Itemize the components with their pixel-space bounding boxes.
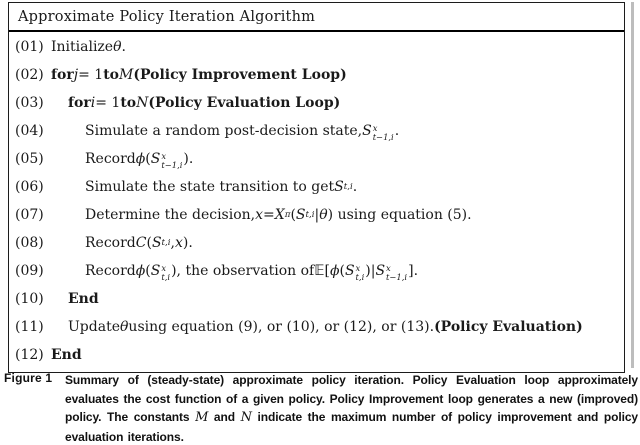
line-number: (05): [15, 151, 44, 167]
text-run: End: [51, 347, 82, 363]
line-content: [51, 39, 126, 55]
text-run: .: [121, 39, 126, 55]
text-run: Record: [85, 235, 136, 251]
algorithm-line: [9, 117, 624, 145]
superscript: x: [355, 263, 361, 274]
text-run: and: [208, 410, 241, 424]
line-content: [51, 122, 399, 140]
text-run: Initialize: [51, 39, 114, 55]
superscript: x: [161, 263, 167, 274]
figure-caption-label: Figure 1: [4, 371, 53, 385]
line-number: (04): [15, 123, 44, 139]
line-content: [51, 262, 418, 280]
text-run: θ: [113, 39, 122, 55]
line-number: (06): [15, 179, 44, 195]
text-run: Summary of (steady-state) approximate policy iteration. Policy Evaluation loop approximately evaluates the cost function of a given policy. Policy Improvement loop generates a new (improved) policy. The constants: [65, 373, 638, 424]
algorithm-header: [9, 3, 624, 32]
line-content: [51, 95, 340, 111]
text-run: x: [175, 235, 183, 251]
text-run: 𝔼: [314, 263, 325, 279]
text-run: ϕ: [135, 263, 146, 279]
text-run: M: [195, 410, 209, 425]
algorithm-body: [9, 32, 624, 372]
text-run: .: [352, 179, 358, 195]
figure-caption: [4, 371, 638, 445]
text-run: (Policy Evaluation): [434, 319, 583, 335]
text-run: |: [314, 207, 320, 223]
text-run: )|: [365, 263, 376, 279]
text-run: .: [394, 123, 400, 139]
line-number: (10): [15, 291, 44, 307]
text-run: S: [334, 179, 344, 195]
text-run: [373, 124, 394, 142]
text-run: Record: [85, 263, 136, 279]
text-run: S: [375, 263, 386, 279]
algorithm-line: [9, 285, 624, 313]
algorithm-line: [9, 33, 624, 61]
line-content: [51, 67, 347, 83]
line-number: (09): [15, 263, 44, 279]
text-run: ) using equation (5).: [327, 207, 472, 223]
text-run: S: [362, 123, 372, 139]
text-run: Determine the decision,: [85, 207, 256, 223]
line-number: (03): [15, 95, 44, 111]
line-number: (02): [15, 67, 44, 83]
text-run: x: [255, 207, 264, 223]
text-run: Update: [68, 319, 120, 335]
text-run: ).: [182, 235, 193, 251]
text-run: ,: [170, 235, 175, 251]
text-run: [: [324, 263, 330, 279]
algorithm-title: Approximate Policy Iteration Algorithm: [18, 8, 316, 25]
text-run: θ: [119, 319, 129, 335]
text-run: π: [284, 210, 291, 220]
text-run: (: [290, 207, 296, 223]
line-content: [51, 347, 82, 363]
text-run: (: [145, 263, 151, 279]
text-run: Simulate the state transition to get: [85, 179, 335, 195]
text-run: i: [90, 95, 96, 111]
text-run: ].: [408, 263, 419, 279]
text-run: for: [68, 95, 91, 111]
text-run: t,i: [161, 238, 171, 248]
subscript: t,i: [355, 272, 365, 282]
line-content: [51, 179, 357, 195]
subscript: t−1,i: [161, 160, 183, 170]
text-run: to: [120, 95, 137, 111]
algorithm-line: [9, 201, 624, 229]
algorithm-line: [9, 61, 624, 89]
text-run: θ: [319, 207, 328, 223]
text-run: (Policy Improvement Loop): [133, 67, 347, 83]
line-number: (08): [15, 235, 44, 251]
text-run: ).: [183, 151, 194, 167]
text-run: X: [274, 207, 285, 223]
text-run: [161, 264, 170, 282]
text-run: End: [68, 291, 99, 307]
text-run: C: [135, 235, 147, 251]
algorithm-line: [9, 173, 624, 201]
text-run: using equation (9), or (10), or (12), or (13).: [128, 319, 435, 335]
text-run: = 1: [78, 67, 104, 83]
text-run: S: [295, 207, 306, 223]
text-run: S: [344, 263, 355, 279]
algorithm-line: [9, 145, 624, 173]
line-number: (01): [15, 39, 44, 55]
text-run: [161, 152, 182, 170]
line-content: [51, 291, 99, 307]
text-run: ϕ: [329, 263, 340, 279]
text-run: [386, 264, 407, 282]
scan-edge-line: [631, 2, 634, 368]
text-run: Record: [85, 151, 136, 167]
superscript: x: [372, 123, 378, 134]
line-content: [51, 235, 193, 251]
text-run: S: [150, 263, 161, 279]
text-run: (: [146, 235, 152, 251]
subscript: t,i: [161, 272, 171, 282]
text-run: j: [73, 67, 79, 83]
text-run: Simulate a random post-decision state,: [85, 123, 363, 139]
text-run: indicate the maximum number of policy improvement and policy evaluation iterations.: [65, 410, 638, 444]
text-run: to: [103, 67, 119, 83]
algorithm-line: [9, 89, 624, 117]
figure-caption-text: [65, 371, 638, 445]
text-run: t,i: [343, 182, 353, 192]
text-run: = 1: [95, 95, 121, 111]
line-number: (07): [15, 207, 44, 223]
line-content: [51, 207, 472, 223]
text-run: S: [151, 235, 162, 251]
text-run: ϕ: [135, 151, 146, 167]
text-run: ), the observation of: [171, 263, 315, 279]
superscript: x: [386, 263, 391, 274]
subscript: t−1,i: [372, 132, 394, 142]
text-run: S: [150, 151, 161, 167]
text-run: (: [339, 263, 345, 279]
algorithm-line: [9, 341, 624, 369]
algorithm-line: [9, 229, 624, 257]
text-run: N: [136, 95, 149, 111]
text-run: t,i: [305, 210, 315, 220]
line-content: [51, 150, 193, 168]
line-number: (11): [15, 319, 44, 335]
superscript: x: [161, 151, 167, 162]
line-content: [51, 319, 583, 335]
subscript: t−1,i: [386, 272, 408, 282]
algorithm-line: [9, 257, 624, 285]
algorithm-line: [9, 313, 624, 341]
text-run: for: [51, 67, 74, 83]
line-number: (12): [15, 347, 44, 363]
text-run: (Policy Evaluation Loop): [148, 95, 341, 111]
algorithm-box: [8, 2, 625, 373]
text-run: (: [145, 151, 151, 167]
text-run: N: [240, 410, 252, 425]
text-run: [356, 264, 365, 282]
text-run: =: [263, 207, 275, 223]
text-run: M: [119, 67, 134, 83]
